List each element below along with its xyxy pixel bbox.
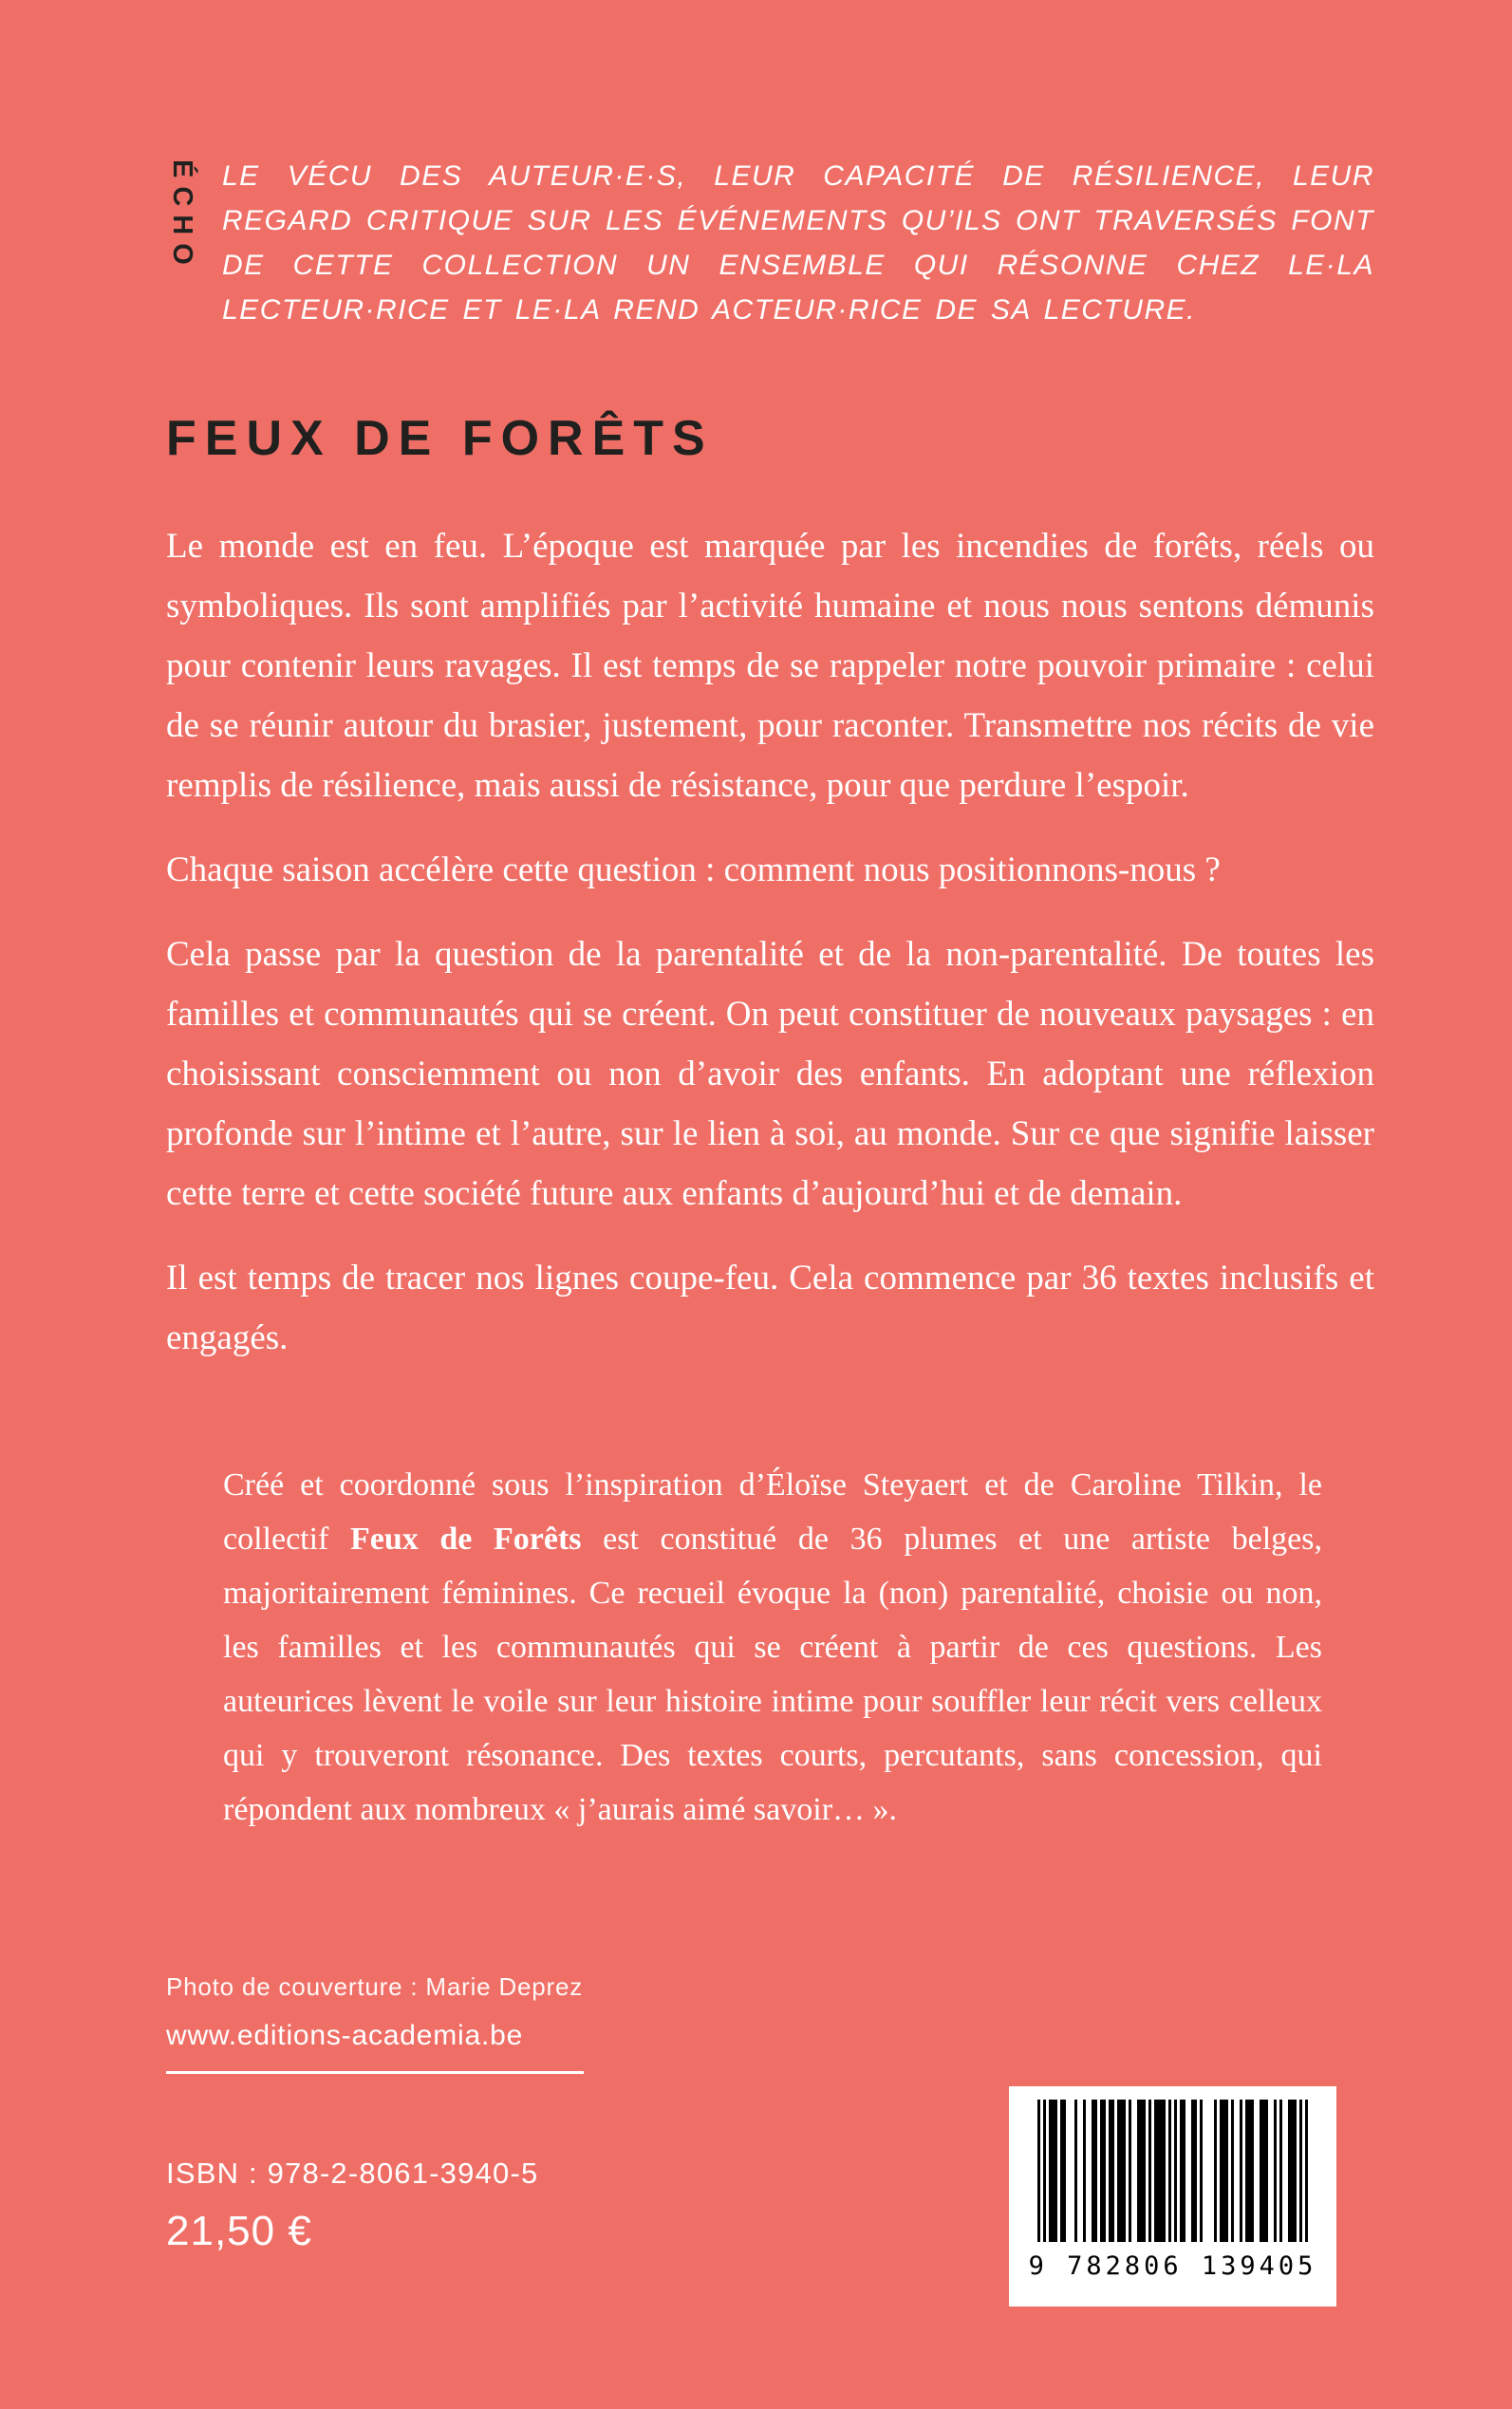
price: 21,50 € [166,2208,312,2254]
about-text-pre: Créé et coordonné sous l’inspiration d’Éloïse Steyaert et de Caroline Tilkin, le collectif [223,1467,1322,1557]
isbn-number: ISBN : 978-2-8061-3940-5 [166,2157,539,2190]
publisher-website: www.editions-academia.be [166,2020,524,2051]
synopsis-paragraph-3: Cela passe par la question de la parentalité et de la non-parentalité. De toutes les familles et communautés qui se créent. On peut constituer de nouveaux paysages : en choisissant consciemment ou non d’avoir des enfants. En adoptant une réflexion profonde sur l’intime et l’autre, sur le lien à soi, au monde. Sur ce que signifie laisser cette terre et cette société future aux enfants d’aujourd’hui et de demain. [166,935,1374,1213]
synopsis-paragraph-1: Le monde est en feu. L’époque est marquée par les incendies de forêts, réels ou symboliques. Ils sont amplifiés par l’activité humaine et nous nous sentons démunis pour contenir leurs ravages. Il est temps de se rappeler notre pouvoir primaire : celui de se réunir autour du brasier, justement, pour raconter. Transmettre nos récits de vie remplis de résilience, mais aussi de résistance, pour que perdure l’espoir. [166,527,1374,805]
book-title: FEUX DE FORÊTS [166,411,714,466]
barcode-bars [1009,2100,1336,2242]
synopsis-paragraph-2: Chaque saison accélère cette question : comment nous positionnons-nous ? [166,850,1221,889]
barcode-digits: 9 782806 139405 [1028,2251,1317,2281]
about-collective [223,1458,1322,1837]
collection-name-vertical: ÉCHO [167,159,197,273]
about-text-post: est constitué de 36 plumes et une artiste belges, majoritairement féminines. Ce recueil évoque la (non) parentalité, choisie ou non, les familles et les communautés qui se créent à partir de ces questions. Les auteurices lèvent le voile sur leur histoire intime pour souffler leur récit vers celleux qui y trouveront résonance. Des textes courts, percutants, sans concession, qui répondent aux nombreux « j’aurais aimé savoir… ». [223,1522,1322,1827]
synopsis [166,516,1374,1368]
collection-blurb: LE VÉCU DES AUTEUR·E·S, LEUR CAPACITÉ DE RÉSILIENCE, LEUR REGARD CRITIQUE SUR LES ÉVÉNEMENTS QU’ILS ONT TRAVERSÉS FONT DE CETTE COLLECTION UN ENSEMBLE QUI RÉSONNE CHEZ LE·LA LECTEUR·RICE ET LE·LA REND ACTEUR·RICE DE SA LECTURE. [222,160,1374,326]
cover-photo-credit: Photo de couverture : Marie Deprez [166,1972,584,2001]
collection-header [166,154,1374,340]
synopsis-paragraph-4: Il est temps de tracer nos lignes coupe-feu. Cela commence par 36 textes inclusifs et engagés. [166,1259,1374,1357]
about-title-bold: Feux de Forêts [350,1522,582,1557]
barcode [1009,2086,1336,2306]
website-underline-rule [166,2071,584,2074]
